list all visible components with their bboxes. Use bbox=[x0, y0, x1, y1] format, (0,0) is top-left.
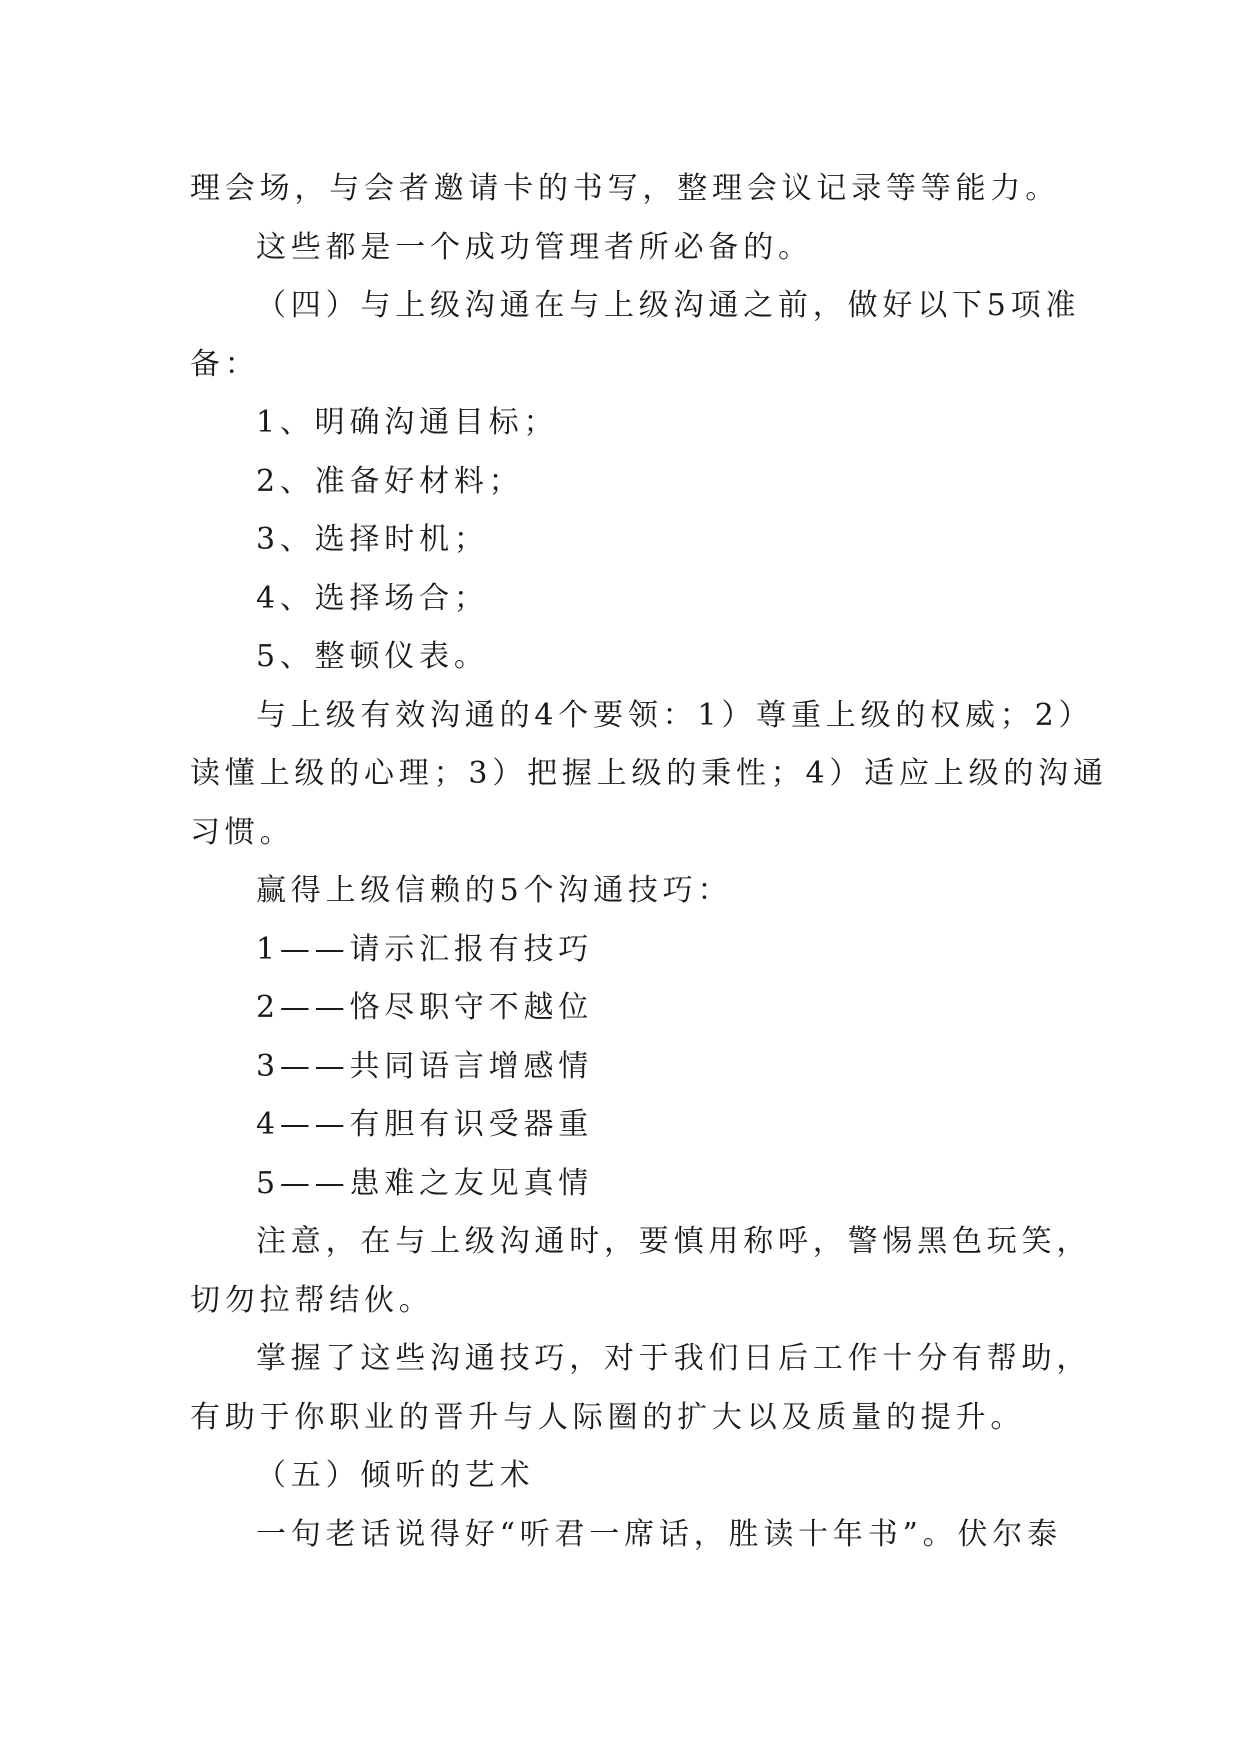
text-line: 这些都是一个成功管理者所必备的。 bbox=[256, 229, 813, 265]
text-line: 2、准备好材料； bbox=[256, 463, 524, 499]
text-line: 赢得上级信赖的5个沟通技巧： bbox=[256, 873, 733, 908]
text-line: 4——有胆有识受器重 bbox=[256, 1107, 594, 1142]
text-line: （五）倾听的艺术 bbox=[256, 1458, 535, 1493]
text-line: 读懂上级的心理；3）把握上级的秉性；4）适应上级的沟通 bbox=[190, 756, 1108, 791]
text-line: 掌握了这些沟通技巧，对于我们日后工作十分有帮助， bbox=[256, 1341, 1092, 1376]
text-line: 理会场，与会者邀请卡的书写，整理会议记录等等能力。 bbox=[190, 171, 1060, 206]
text-line: 注意，在与上级沟通时，要慎用称呼，警惕黑色玩笑， bbox=[256, 1224, 1092, 1259]
text-line: 切勿拉帮结伙。 bbox=[190, 1282, 434, 1318]
text-line: 1——请示汇报有技巧 bbox=[256, 931, 594, 967]
text-line: 2——恪尽职守不越位 bbox=[256, 990, 594, 1025]
text-line: （四）与上级沟通在与上级沟通之前，做好以下5项准 bbox=[256, 288, 1081, 323]
text-line: 4、选择场合； bbox=[256, 580, 489, 616]
text-line: 一句老话说得好“听君一席话，胜读十年书”。伏尔泰 bbox=[256, 1516, 1062, 1552]
text-line: 1、明确沟通目标； bbox=[256, 405, 559, 440]
text-line: 5、整顿仪表。 bbox=[256, 639, 489, 674]
text-line: 习惯。 bbox=[190, 814, 295, 850]
document-body bbox=[190, 160, 1108, 1564]
text-line: 备： bbox=[190, 346, 260, 382]
text-line: 3——共同语言增感情 bbox=[256, 1048, 594, 1084]
text-line: 5——患难之友见真情 bbox=[256, 1165, 594, 1201]
text-line: 有助于你职业的晋升与人际圈的扩大以及质量的提升。 bbox=[190, 1399, 1026, 1435]
text-line: 与上级有效沟通的4个要领：1）尊重上级的权威；2） bbox=[256, 697, 1094, 733]
text-line: 3、选择时机； bbox=[256, 522, 489, 557]
